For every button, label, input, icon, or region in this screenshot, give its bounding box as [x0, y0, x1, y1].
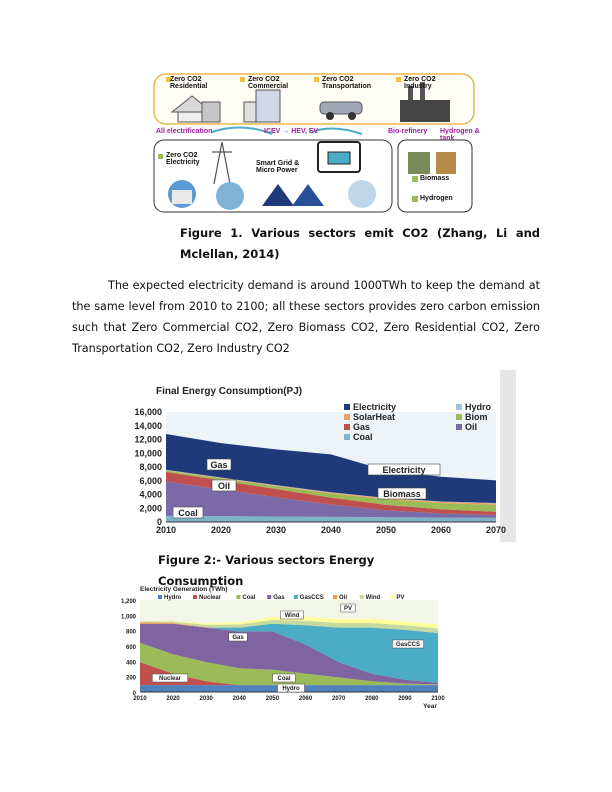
legend-label-coal: Coal	[353, 432, 373, 442]
annotation-pv: PV	[343, 606, 353, 612]
x-tick-label: 2060	[298, 696, 313, 702]
legend-label-biomass: Biom	[465, 412, 488, 422]
label-icev-flow: ICEV → HEV, EV	[264, 128, 319, 135]
x-tick-label: 2070	[485, 525, 507, 535]
legend-swatch-wind	[360, 595, 364, 599]
label-zero-co2-electricity: Zero CO2 Electricity	[166, 152, 200, 166]
y-tick-label: 600	[125, 645, 136, 651]
paragraph-line-3: such that Zero Commercial CO2, Zero Biomass CO2, Zero Residential CO2, Zero	[72, 321, 540, 334]
label-zero-co2-residential: Zero CO2 Residential	[170, 76, 208, 90]
legend-label-hydro: Hydro	[465, 402, 492, 412]
annotation-coal: Coal	[178, 508, 198, 518]
x-tick-label: 2040	[320, 525, 342, 535]
legend-swatch-coal	[236, 595, 240, 599]
legend-label-solarheat: SolarHeat	[353, 412, 396, 422]
legend-swatch-hydro	[158, 595, 162, 599]
annotation-biomass: Biomass	[383, 489, 421, 499]
x-tick-label: 2010	[133, 696, 147, 702]
legend-swatch-solarheat	[344, 414, 350, 420]
annotation-gas: Gas	[210, 460, 228, 470]
x-tick-label: 2040	[232, 696, 247, 702]
figure-1-caption	[180, 223, 540, 265]
annotation-nuclear: Nuclear	[158, 676, 182, 682]
y-tick-label: 4,000	[139, 489, 162, 500]
x-axis-label: Year	[423, 703, 437, 710]
y-tick-label: 0	[156, 517, 162, 527]
label-hydrogen: Hydrogen	[420, 195, 453, 202]
right-strip	[500, 370, 516, 542]
x-tick-label: 2020	[166, 696, 180, 702]
legend-swatch-electricity	[344, 404, 350, 410]
legend-label-pv: PV	[396, 595, 405, 601]
legend-swatch-hydro	[456, 404, 462, 410]
annotation-gas: Gas	[232, 635, 244, 641]
legend-swatch-gasccs	[294, 595, 298, 599]
legend-swatch-gas	[267, 595, 271, 599]
label-smart-grid: Smart Grid & Micro Power	[256, 160, 300, 174]
label-hydrogen-tank: Hydrogen & tank	[440, 128, 480, 142]
y-tick-label: 2,000	[139, 503, 162, 514]
annotation-gasccs: GasCCS	[395, 642, 421, 648]
label-all-electrification: All electrification	[156, 128, 213, 135]
y-tick-label: 6,000	[139, 475, 162, 486]
legend-swatch-nuclear	[193, 595, 197, 599]
annotation-wind: Wind	[284, 613, 300, 619]
figure-1-caption-line-1: Figure 1. Various sectors emit CO2 (Zhang, Li and	[180, 226, 540, 240]
x-tick-label: 2030	[199, 696, 213, 702]
legend-label-electricity: Electricity	[353, 402, 397, 412]
label-biomass: Biomass	[420, 175, 450, 182]
legend-swatch-gas	[344, 424, 350, 430]
body-paragraph	[72, 275, 540, 359]
legend-label-coal: Coal	[242, 595, 256, 601]
final-energy-chart	[104, 370, 516, 542]
y-tick-label: 400	[125, 660, 136, 667]
x-tick-label: 2080	[365, 696, 379, 702]
legend-label-wind: Wind	[365, 595, 381, 601]
y-tick-label: 8,000	[139, 462, 162, 472]
electricity-generation-chart-svg	[108, 582, 460, 710]
final-energy-chart-svg	[104, 370, 516, 542]
legend-swatch-oil	[456, 424, 462, 430]
electricity-generation-chart	[108, 582, 460, 710]
x-tick-label: 2090	[398, 696, 412, 702]
legend-label-nuclear: Nuclear	[199, 595, 222, 601]
legend-label-oil: Oil	[339, 595, 348, 601]
figure-1-caption-line-2: Mclellan, 2014)	[180, 247, 280, 261]
y-tick-label: 0	[132, 691, 136, 697]
x-tick-label: 2060	[430, 525, 452, 535]
figure-2-caption: Figure 2:- Various sectors Energy Consumption	[158, 553, 375, 588]
paragraph-line-4: Transportation CO2, Zero Industry CO2	[72, 342, 290, 355]
annotation-coal: Coal	[277, 676, 291, 682]
legend-label-gasccs: GasCCS	[299, 595, 324, 601]
label-zero-co2-transportation: Zero CO2 Transportation	[322, 76, 372, 90]
annotation-hydro: Hydro	[282, 686, 300, 692]
label-zero-co2-industry: Zero CO2 Industry	[404, 76, 436, 90]
x-tick-label: 2030	[265, 525, 287, 535]
paragraph-line-1: The expected electricity demand is around 1000TWh to keep the demand at	[108, 279, 540, 292]
paragraph-line-2: the same level from 2010 to 2100; all these sectors provides zero carbon emission	[72, 300, 540, 313]
x-tick-label: 2070	[331, 696, 346, 702]
x-tick-label: 2010	[155, 525, 177, 535]
chart-title: Final Energy Consumption(PJ)	[156, 386, 303, 397]
legend-swatch-coal	[344, 434, 350, 440]
x-tick-label: 2050	[375, 525, 397, 535]
legend-swatch-biomass	[456, 414, 462, 420]
label-zero-co2-commercial: Zero CO2 Commercial	[248, 76, 289, 90]
y-tick-label: 1,000	[120, 614, 136, 621]
legend-swatch-pv	[390, 595, 394, 599]
legend-label-gas: Gas	[353, 422, 371, 432]
y-tick-label: 800	[125, 629, 136, 636]
legend-label-oil: Oil	[465, 422, 478, 432]
x-tick-label: 2050	[265, 696, 280, 702]
y-tick-label: 200	[125, 675, 136, 682]
y-tick-label: 1,200	[120, 599, 136, 605]
y-tick-label: 12,000	[134, 434, 162, 445]
annotation-oil: Oil	[217, 481, 231, 491]
annotation-electricity: Electricity	[382, 465, 426, 475]
legend-swatch-oil	[333, 595, 337, 599]
y-tick-label: 14,000	[134, 420, 162, 431]
x-tick-label: 2020	[210, 525, 232, 535]
figure-1-illustration	[152, 72, 490, 214]
figure-1-svg	[152, 72, 490, 214]
legend-label-hydro: Hydro	[164, 595, 182, 601]
y-tick-label: 16,000	[134, 407, 162, 417]
x-tick-label: 2100	[431, 696, 445, 702]
chart-title: Electricity Generation (TWh)	[140, 586, 228, 593]
y-tick-label: 10,000	[134, 448, 162, 459]
label-bio-refinery: Bio-refinery	[388, 128, 428, 135]
legend-label-gas: Gas	[273, 595, 285, 601]
